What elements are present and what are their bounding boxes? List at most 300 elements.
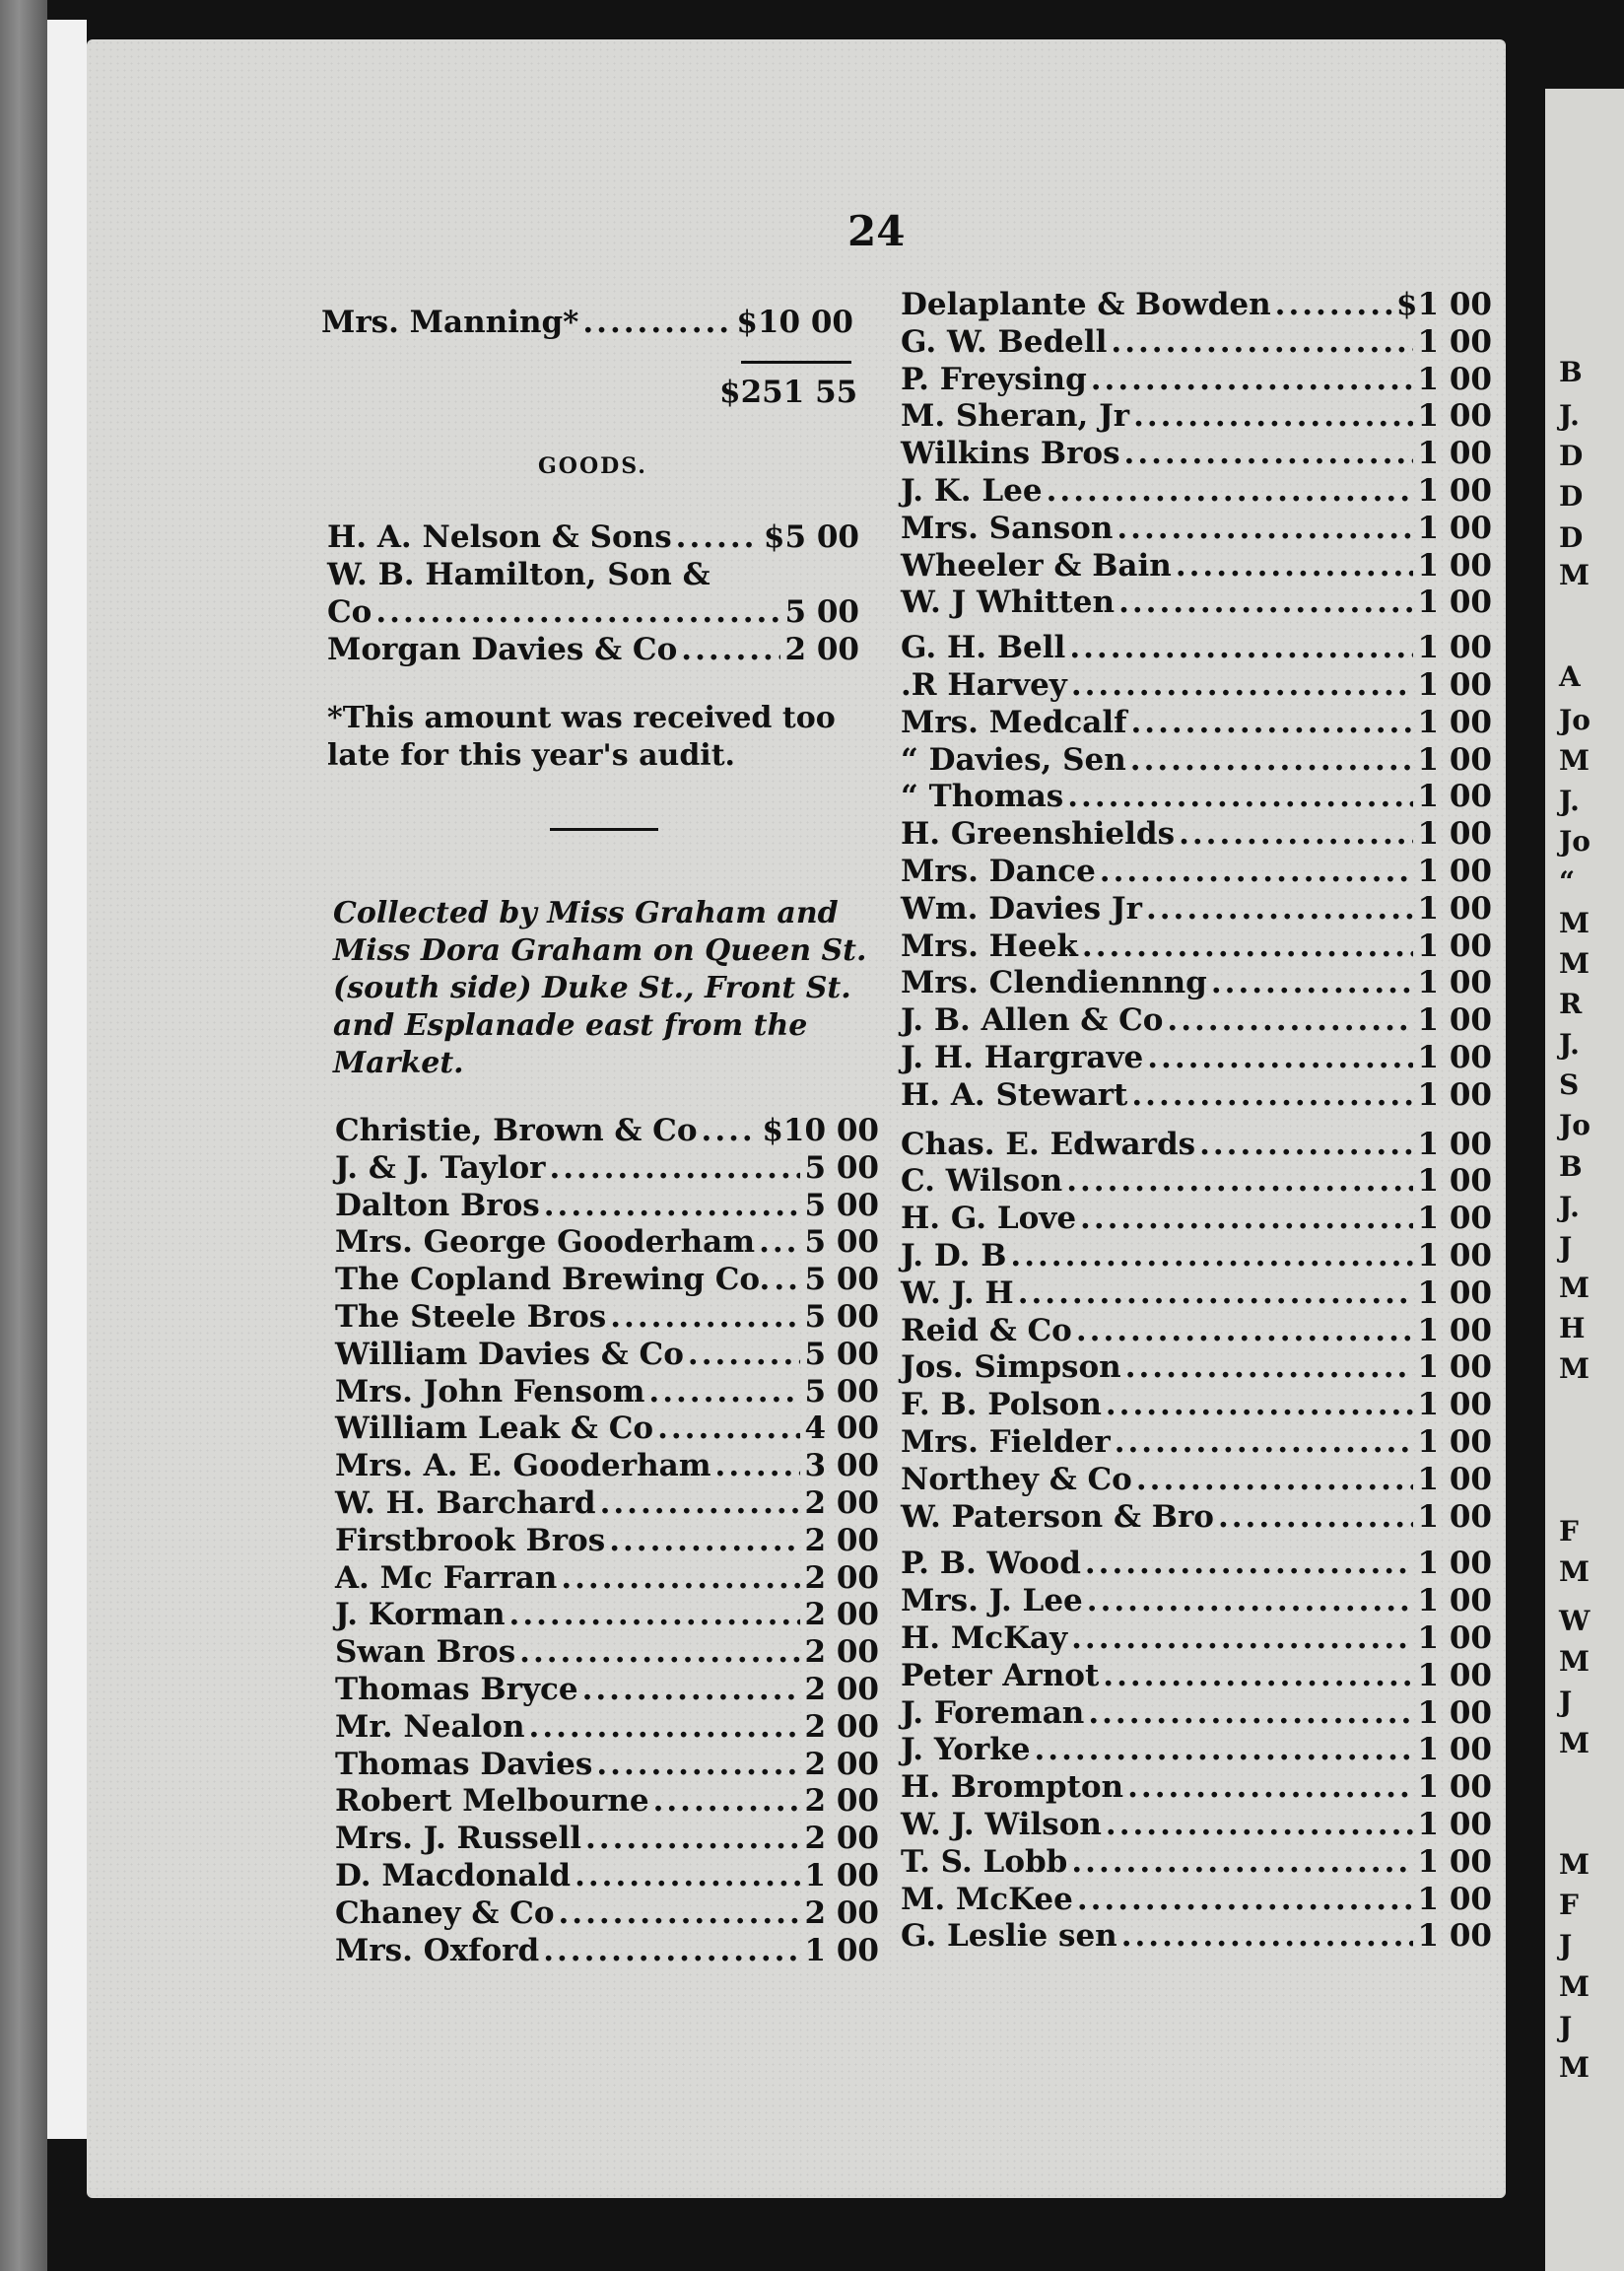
entry-name: The Copland Brewing Co.	[335, 1262, 771, 1298]
entry-name: “ Davies, Sen	[901, 741, 1126, 778]
adjacent-page-letter: J.	[1559, 399, 1580, 433]
entry-amount: 2 00	[804, 1708, 879, 1745]
adjacent-page-edge	[1545, 89, 1624, 2271]
leader-dots	[609, 1522, 800, 1559]
leader-dots	[1147, 1039, 1413, 1076]
entry-name: C. Wilson	[901, 1163, 1063, 1200]
list-item	[335, 1410, 879, 1447]
list-item	[901, 584, 1492, 621]
entry-amount: 1 00	[1417, 667, 1492, 703]
list-item	[901, 1162, 1492, 1200]
adjacent-page-letter: B	[1559, 1149, 1583, 1183]
adjacent-page-letter: “	[1559, 865, 1576, 899]
entry-amount: 1 00	[1417, 1387, 1492, 1423]
adjacent-page-letter: M	[1559, 1645, 1590, 1679]
entry-amount: 1 00	[1417, 1732, 1492, 1768]
leader-dots	[1106, 1806, 1414, 1843]
adjacent-page-letter: B	[1559, 356, 1583, 388]
leader-dots	[1071, 1843, 1413, 1881]
entry-amount: 1 00	[1417, 1201, 1492, 1237]
adjacent-page-letter: J	[1559, 1686, 1573, 1719]
leader-dots	[702, 1112, 759, 1149]
leader-dots	[1077, 1881, 1414, 1918]
list-item	[335, 1149, 879, 1187]
leader-dots	[1076, 1312, 1414, 1349]
list-item	[901, 1461, 1492, 1498]
entry-amount: 1 00	[1417, 779, 1492, 815]
entry-amount: 1 00	[1417, 1274, 1492, 1311]
adjacent-page-letter: D	[1559, 520, 1584, 554]
entry-name: W. J. H	[901, 1274, 1014, 1311]
entry-amount: 1 00	[1417, 1620, 1492, 1656]
list-item	[901, 1619, 1492, 1657]
entry-name: H. Greenshields	[901, 816, 1176, 853]
entry-amount: 1 00	[1417, 1349, 1492, 1386]
list-item	[335, 1223, 879, 1261]
entry-name: Wheeler & Bain	[901, 547, 1172, 584]
list-item	[901, 286, 1492, 323]
entry-name: Mrs. Medcalf	[901, 704, 1127, 740]
adjacent-page-letter: H	[1559, 1312, 1586, 1345]
entry-name: M. McKee	[901, 1881, 1073, 1917]
entry-name: Mrs. Fielder	[901, 1424, 1111, 1460]
list-item	[901, 1237, 1492, 1274]
leader-dots	[1085, 1545, 1414, 1582]
entry-name: Mr. Nealon	[335, 1708, 525, 1745]
entry-amount: $10 00	[762, 1113, 879, 1148]
leader-dots	[529, 1708, 801, 1746]
list-item	[335, 1298, 879, 1336]
leader-dots	[653, 1782, 801, 1820]
list-item	[335, 1857, 879, 1894]
entry-amount: 1 00	[1417, 816, 1492, 853]
leader-dots	[1082, 928, 1414, 965]
entry-amount: 1 00	[1417, 928, 1492, 964]
entry-name: Swan Bros	[335, 1634, 516, 1671]
entry-amount: 1 00	[1417, 854, 1492, 889]
list-item	[335, 1373, 879, 1411]
list-item	[901, 964, 1492, 1001]
leader-dots	[375, 593, 780, 631]
list-item	[901, 1076, 1492, 1114]
leader-dots	[1133, 397, 1413, 435]
leader-dots	[596, 1746, 800, 1783]
list-item	[901, 323, 1492, 361]
adjacent-page-letter: R	[1559, 987, 1583, 1020]
adjacent-page-letter: F	[1559, 1889, 1579, 1922]
entry-name: G. Leslie sen	[901, 1918, 1117, 1955]
scanned-page	[87, 39, 1506, 2198]
adjacent-page-letter: M	[1559, 558, 1590, 591]
entry-name: J. B. Allen & Co	[901, 1002, 1164, 1039]
list-item	[901, 1498, 1492, 1536]
entry-amount: 1 00	[1417, 1424, 1492, 1460]
list-item	[901, 510, 1492, 547]
leader-dots	[1091, 361, 1414, 398]
adjacent-page-letter: D	[1559, 440, 1584, 473]
list-item	[901, 361, 1492, 398]
leader-dots	[1125, 1348, 1414, 1386]
leader-dots	[681, 631, 780, 668]
list-item	[901, 778, 1492, 815]
leader-dots	[657, 1410, 800, 1447]
leader-dots	[1127, 1768, 1413, 1806]
list-item	[901, 1731, 1492, 1768]
entry-name: W. H. Barchard	[335, 1485, 596, 1521]
list-item	[901, 1312, 1492, 1349]
list-item	[901, 629, 1492, 666]
entry-amount: 1 00	[1417, 1694, 1492, 1731]
entry-amount: 1 00	[804, 1932, 879, 1968]
entry-name: J. H. Hargrave	[901, 1040, 1144, 1075]
entry-name: Mrs. John Fensom	[335, 1373, 645, 1410]
entry-amount: 1 00	[1417, 1546, 1492, 1582]
leader-dots	[1130, 741, 1414, 779]
adjacent-page-letter: Jo	[1559, 1109, 1590, 1142]
entry-amount: 1 00	[1417, 1807, 1492, 1842]
goods-heading: GOODS.	[538, 453, 647, 479]
entry-amount: 1 00	[1417, 1657, 1492, 1693]
entry-amount: $1 00	[1395, 287, 1492, 322]
entry-amount: 1 00	[804, 1858, 879, 1893]
leader-dots	[1131, 1076, 1413, 1114]
entry-amount: 1 00	[1417, 323, 1492, 360]
list-item	[901, 1126, 1492, 1163]
book-spine	[0, 0, 47, 2271]
adjacent-page-letter: M	[1559, 2050, 1590, 2084]
list-item	[335, 1112, 879, 1149]
entry-name: William Leak & Co	[335, 1411, 654, 1447]
entry-amount: 1 00	[1417, 1238, 1492, 1273]
list-item	[327, 518, 859, 556]
entry-name: William Davies & Co	[335, 1336, 684, 1372]
entry-name: .R Harvey	[901, 667, 1067, 703]
adjacent-page-letter: M	[1559, 1555, 1590, 1589]
entry-amount: 2 00	[804, 1597, 879, 1633]
list-item	[335, 1522, 879, 1559]
list-item	[335, 1261, 879, 1298]
leader-dots	[1071, 1619, 1413, 1657]
entry-amount: 1 00	[1417, 473, 1492, 509]
entry-amount: 2 00	[804, 1559, 879, 1596]
leader-dots	[1035, 1731, 1414, 1768]
list-item	[335, 1596, 879, 1633]
entry-name: W. J. Wilson	[901, 1807, 1102, 1842]
collected-note: Collected by Miss Graham and Miss Dora Graham on Queen St. (south side) Duke St., Front St. and Esplanade east from the Market.	[333, 896, 867, 1080]
entry-name: H. G. Love	[901, 1201, 1077, 1237]
leader-dots	[648, 1373, 800, 1411]
entry-name: T. S. Lobb	[901, 1843, 1068, 1880]
leader-dots	[1179, 815, 1413, 853]
entry-amount: 5 00	[784, 594, 859, 630]
entry-amount: 1 00	[1417, 1918, 1492, 1955]
entry-amount: 2 00	[804, 1522, 879, 1558]
leader-dots	[559, 1894, 801, 1932]
leader-dots	[1010, 1237, 1413, 1274]
leader-dots	[582, 1671, 801, 1708]
adjacent-page-letter: Jo	[1559, 703, 1590, 736]
list-item	[901, 472, 1492, 510]
entry-amount: 2 00	[804, 1485, 879, 1521]
entry-amount: 2 00	[784, 632, 859, 667]
adjacent-page-letter: M	[1559, 1969, 1590, 2003]
leader-dots	[575, 1857, 800, 1894]
entry-name: Reid & Co	[901, 1312, 1072, 1348]
list-item	[901, 1348, 1492, 1386]
entry-name: W. Paterson & Bro	[901, 1498, 1214, 1535]
entry-name: Delaplante & Bowden	[901, 287, 1271, 322]
entry-amount: 5 00	[804, 1149, 879, 1186]
entry-name: H. Brompton	[901, 1769, 1124, 1806]
leader-dots	[600, 1484, 801, 1522]
entry-name: Northey & Co	[901, 1461, 1132, 1497]
leader-dots	[610, 1298, 800, 1336]
entry-amount: 4 00	[804, 1411, 879, 1447]
entry-amount: 1 00	[1417, 630, 1492, 666]
adjacent-page-letter: M	[1559, 906, 1590, 939]
entry-amount: 1 00	[1417, 965, 1492, 1001]
leader-dots	[1067, 778, 1413, 815]
entry-name: W. J Whitten	[901, 585, 1116, 621]
entry-name: J. Foreman	[901, 1694, 1085, 1731]
entry-amount: 5 00	[804, 1187, 879, 1223]
entry-name: Peter Arnot	[901, 1657, 1100, 1693]
entry-amount: 1 00	[1417, 741, 1492, 778]
leader-dots	[1218, 1498, 1414, 1536]
entry-name: D. Macdonald	[335, 1858, 572, 1893]
adjacent-page-letter: M	[1559, 946, 1590, 980]
adjacent-page-letter: D	[1559, 480, 1584, 514]
list-item	[901, 928, 1492, 965]
list-item	[335, 1746, 879, 1783]
entry-name: The Steele Bros	[335, 1299, 607, 1335]
leader-dots	[1100, 853, 1414, 890]
list-item	[327, 593, 859, 631]
entry-amount: 2 00	[804, 1746, 879, 1782]
entry-name: H. A. Nelson & Sons	[327, 519, 672, 555]
entry-name: Christie, Brown & Co	[335, 1113, 698, 1148]
list-item	[335, 1187, 879, 1224]
list-item	[335, 1708, 879, 1746]
list-item	[901, 1423, 1492, 1461]
leader-dots	[585, 1820, 800, 1857]
entry-amount: $10 00	[736, 305, 853, 340]
list-item	[335, 1633, 879, 1671]
list-item	[901, 1843, 1492, 1881]
entry-amount: 1 00	[1417, 1163, 1492, 1200]
leader-dots	[1211, 964, 1414, 1001]
adjacent-page-letter: F	[1559, 1515, 1579, 1548]
leader-dots	[1071, 666, 1414, 704]
leader-dots	[544, 1187, 801, 1224]
entry-name: Wm. Davies Jr	[901, 890, 1142, 927]
adjacent-page-letter: M	[1559, 743, 1590, 777]
leader-dots	[1130, 704, 1413, 741]
leader-dots	[1124, 435, 1414, 472]
leader-dots	[1118, 584, 1413, 621]
entry-name: Thomas Bryce	[335, 1672, 578, 1707]
entry-name: Mrs. Dance	[901, 854, 1096, 889]
entry-amount: 2 00	[804, 1783, 879, 1820]
list-item	[901, 1694, 1492, 1732]
entry-name: H. McKay	[901, 1620, 1068, 1656]
entry-amount: 5 00	[804, 1373, 879, 1410]
entry-name: Chaney & Co	[335, 1894, 555, 1931]
list-item	[901, 1582, 1492, 1619]
list-item	[901, 1001, 1492, 1039]
entry-amount: 1 00	[1417, 890, 1492, 927]
list-item	[321, 304, 853, 341]
adjacent-page-letter: J	[1559, 1230, 1573, 1264]
section-divider	[550, 828, 658, 831]
leader-dots	[1047, 472, 1414, 510]
entry-amount: 1 00	[1417, 1076, 1492, 1113]
entry-amount: 5 00	[804, 1262, 879, 1298]
adjacent-page-letter: A	[1559, 659, 1581, 693]
subtotal: $251 55	[719, 375, 858, 410]
total-rule	[741, 361, 851, 364]
entry-amount: 1 00	[1417, 1498, 1492, 1535]
entry-name: Mrs. A. E. Gooderham	[335, 1448, 711, 1484]
entry-amount: 1 00	[1417, 1002, 1492, 1039]
entry-name: Wilkins Bros	[901, 436, 1120, 472]
leader-dots	[561, 1559, 800, 1597]
entry-amount: 5 00	[804, 1336, 879, 1372]
entry-name: “ Thomas	[901, 779, 1064, 815]
entry-name: P. Freysing	[901, 361, 1087, 397]
entry-name: Mrs. Clendiennng	[901, 965, 1207, 1001]
adjacent-page-letter: J.	[1559, 1028, 1580, 1062]
entry-amount: 1 00	[1417, 1769, 1492, 1806]
entry-name: Jos. Simpson	[901, 1349, 1121, 1386]
leader-dots	[1115, 1423, 1414, 1461]
leader-dots	[1069, 629, 1413, 666]
list-item	[901, 1657, 1492, 1694]
entry-name: H. A. Stewart	[901, 1076, 1128, 1113]
list-item	[901, 397, 1492, 435]
list-item	[901, 547, 1492, 585]
entry-amount: 1 00	[1417, 1583, 1492, 1619]
entry-amount: 5 00	[804, 1299, 879, 1335]
list-item	[327, 631, 859, 668]
list-item	[335, 1782, 879, 1820]
list-item	[901, 890, 1492, 928]
leader-dots	[1146, 890, 1414, 928]
page-number: 24	[847, 207, 906, 255]
list-item	[901, 1806, 1492, 1843]
entry-name: Mrs. George Gooderham	[335, 1224, 756, 1261]
leader-dots	[774, 1261, 800, 1298]
entry-amount: 2 00	[804, 1821, 879, 1857]
entry-amount: 1 00	[1417, 704, 1492, 740]
list-item	[335, 1932, 879, 1969]
list-item	[901, 1768, 1492, 1806]
entry-amount: 1 00	[1417, 361, 1492, 397]
adjacent-page-letter: J	[1559, 2010, 1573, 2043]
leader-dots	[1018, 1274, 1414, 1312]
leader-dots	[519, 1633, 800, 1671]
entry-amount: 1 00	[1417, 1881, 1492, 1917]
adjacent-page-letter: J.	[1559, 1190, 1580, 1223]
list-item	[327, 556, 859, 593]
leader-dots	[549, 1149, 800, 1187]
list-item	[901, 435, 1492, 472]
entry-name: P. B. Wood	[901, 1546, 1081, 1582]
entry-name: Co	[327, 594, 372, 630]
leader-dots	[1103, 1657, 1413, 1694]
adjacent-page-letter: M	[1559, 1272, 1590, 1305]
leader-dots	[688, 1336, 801, 1373]
leader-dots	[509, 1596, 801, 1633]
entry-name: J. D. B	[901, 1238, 1007, 1273]
leader-dots	[1199, 1126, 1413, 1163]
entry-amount: $5 00	[763, 519, 859, 555]
entry-name: Robert Melbourne	[335, 1783, 649, 1820]
leader-dots	[1116, 510, 1413, 547]
adjacent-page-letter: Jo	[1559, 825, 1590, 859]
list-item	[901, 815, 1492, 853]
list-item	[335, 1484, 879, 1522]
entry-name: F. B. Polson	[901, 1387, 1102, 1423]
leader-dots	[1111, 323, 1413, 361]
leader-dots	[1087, 1582, 1414, 1619]
list-item	[901, 853, 1492, 890]
entry-name: G. W. Bedell	[901, 323, 1108, 360]
entry-name: Mrs. J. Russell	[335, 1821, 582, 1857]
entry-name: Mrs. Heek	[901, 928, 1078, 964]
entry-name: J. Korman	[335, 1597, 506, 1633]
list-item	[901, 1917, 1492, 1955]
entry-name: Firstbrook Bros	[335, 1522, 606, 1558]
list-item	[901, 1386, 1492, 1423]
list-item	[335, 1559, 879, 1597]
list-item	[901, 1274, 1492, 1312]
leader-dots	[1167, 1001, 1413, 1039]
adjacent-page-letter: M	[1559, 1352, 1590, 1386]
entry-amount: 3 00	[804, 1448, 879, 1484]
list-item	[901, 666, 1492, 704]
leader-dots	[1080, 1200, 1413, 1237]
list-item	[901, 1039, 1492, 1076]
entry-amount: 1 00	[1417, 1461, 1492, 1497]
entry-amount: 2 00	[804, 1634, 879, 1671]
adjacent-page-letter: J.	[1559, 785, 1580, 818]
entry-amount: 1 00	[1417, 398, 1492, 435]
footnote: *This amount was received too late for this year's audit.	[327, 701, 836, 773]
leader-dots	[1275, 286, 1392, 323]
leader-dots	[1066, 1162, 1413, 1200]
leader-dots	[759, 1223, 800, 1261]
entry-name: Morgan Davies & Co	[327, 632, 678, 667]
entry-name: J. Yorke	[901, 1732, 1031, 1768]
entry-name: A. Mc Farran	[335, 1559, 558, 1596]
entry-name: Mrs. Manning*	[321, 305, 579, 340]
entry-amount: 1 00	[1417, 436, 1492, 472]
list-item	[901, 704, 1492, 741]
entry-name: G. H. Bell	[901, 630, 1066, 666]
list-item	[901, 1545, 1492, 1582]
list-item	[335, 1820, 879, 1857]
list-item	[901, 741, 1492, 779]
entry-amount: 2 00	[804, 1672, 879, 1707]
entry-name: M. Sheran, Jr	[901, 398, 1130, 435]
entry-amount: 1 00	[1417, 1843, 1492, 1880]
adjacent-page-letter: M	[1559, 1848, 1590, 1882]
entry-name: Chas. E. Edwards	[901, 1126, 1196, 1162]
leader-dots	[1176, 547, 1414, 585]
entry-name: Mrs. J. Lee	[901, 1583, 1083, 1619]
list-item	[901, 1881, 1492, 1918]
